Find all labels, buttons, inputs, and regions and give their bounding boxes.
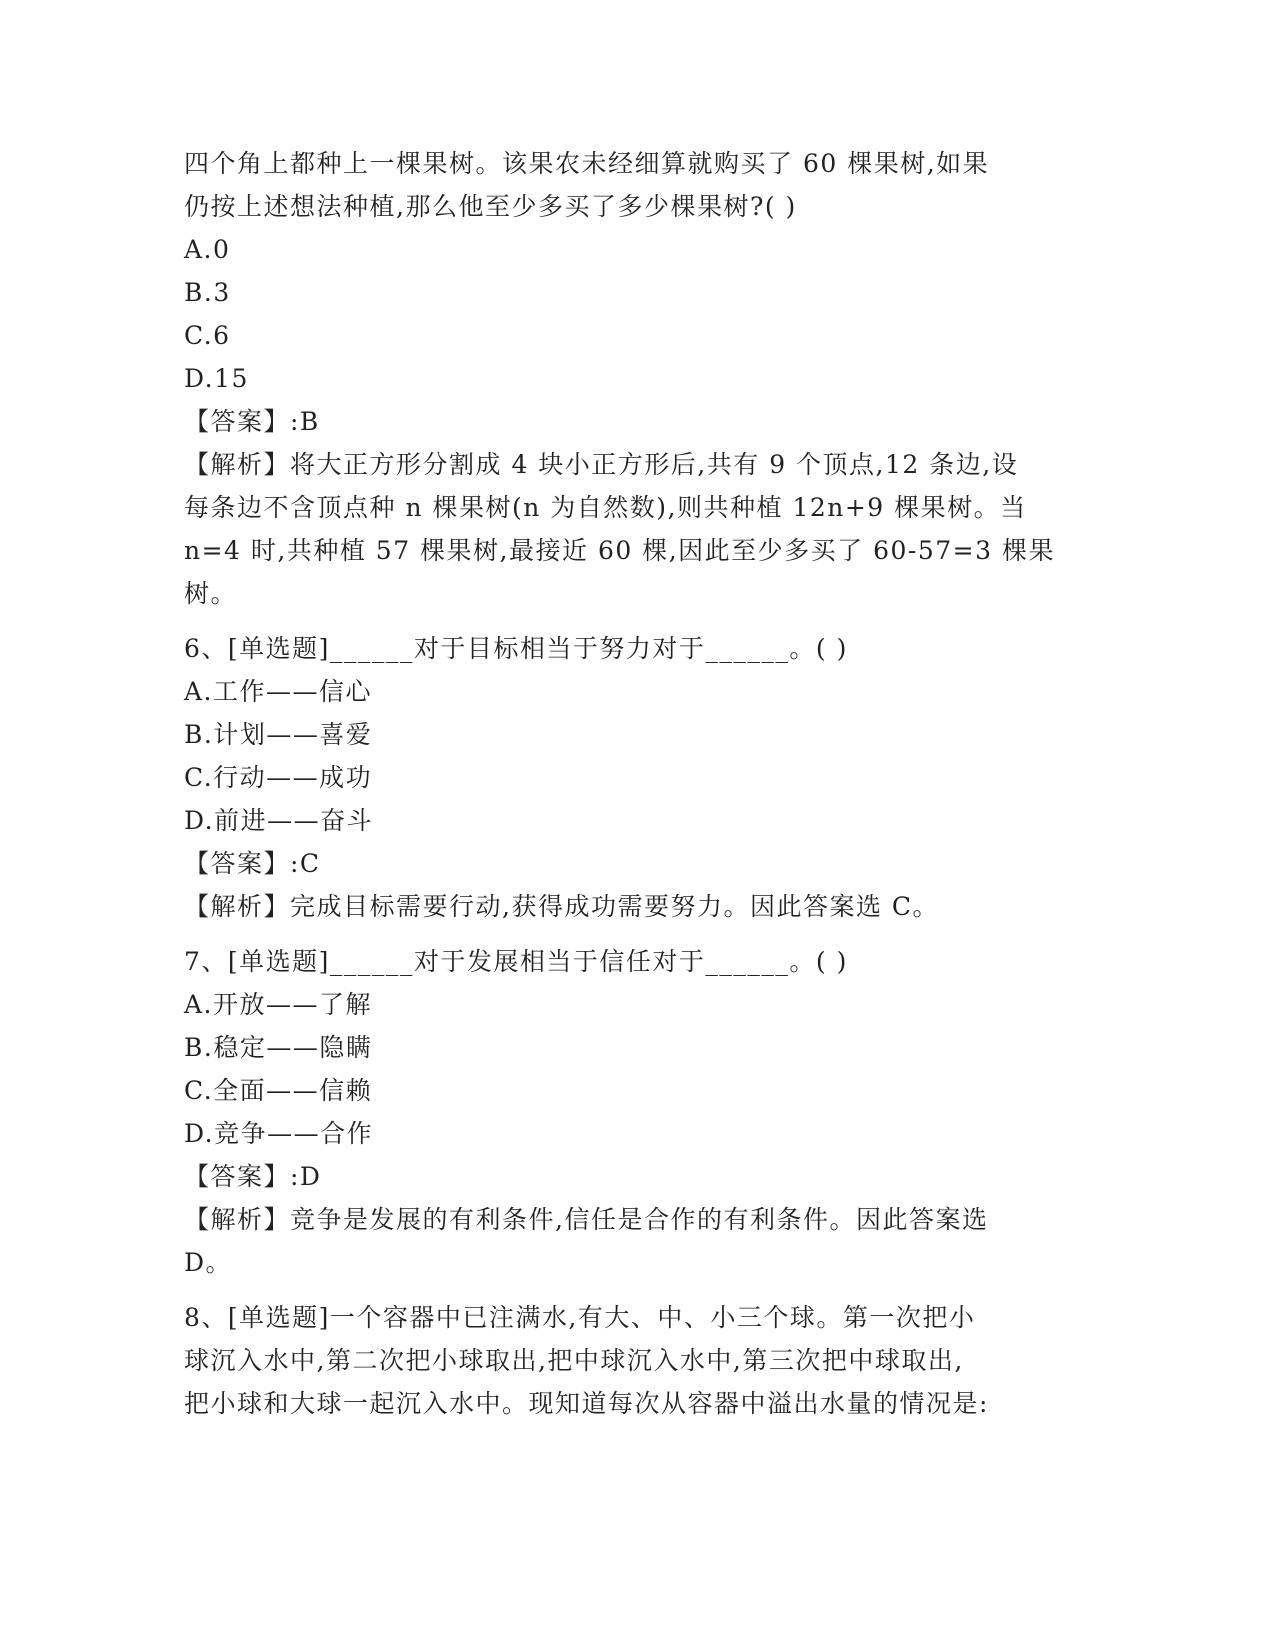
question-stem-line: 7、[单选题]______对于发展相当于信任对于______。( ) bbox=[184, 947, 848, 976]
question-stem-line: 仍按上述想法种植,那么他至少多买了多少棵果树?( ) bbox=[184, 192, 797, 221]
option-a: A.开放——了解 bbox=[184, 990, 373, 1019]
answer-line: 【答案】:D bbox=[184, 1162, 322, 1191]
option-a: A.工作——信心 bbox=[184, 677, 373, 706]
question-stem-line: 四个角上都种上一棵果树。该果农未经细算就购买了 60 棵果树,如果 bbox=[184, 149, 990, 178]
option-d: D.15 bbox=[184, 364, 249, 393]
analysis-line: 【解析】完成目标需要行动,获得成功需要努力。因此答案选 C。 bbox=[184, 892, 940, 921]
analysis-line: 树。 bbox=[184, 579, 238, 608]
option-c: C.行动——成功 bbox=[184, 763, 373, 792]
question-7 bbox=[184, 940, 1084, 1284]
analysis-line: D。 bbox=[184, 1248, 233, 1277]
analysis-line: 【解析】将大正方形分割成 4 块小正方形后,共有 9 个顶点,12 条边,设 bbox=[184, 450, 1019, 479]
option-d: D.前进——奋斗 bbox=[184, 806, 374, 835]
analysis-line: 【解析】竞争是发展的有利条件,信任是合作的有利条件。因此答案选 bbox=[184, 1205, 989, 1234]
answer-line: 【答案】:B bbox=[184, 407, 320, 436]
option-b: B.计划——喜爱 bbox=[184, 720, 373, 749]
question-6 bbox=[184, 627, 1084, 928]
question-5 bbox=[184, 142, 1084, 615]
option-a: A.0 bbox=[184, 235, 231, 264]
question-stem-line: 球沉入水中,第二次把小球取出,把中球沉入水中,第三次把中球取出, bbox=[184, 1346, 964, 1375]
analysis-line: n=4 时,共种植 57 棵果树,最接近 60 棵,因此至少多买了 60-57=3 棵果 bbox=[184, 536, 1055, 565]
question-8 bbox=[184, 1296, 1084, 1425]
question-stem-line: 8、[单选题]一个容器中已注满水,有大、中、小三个球。第一次把小 bbox=[184, 1303, 976, 1332]
question-stem-line: 6、[单选题]______对于目标相当于努力对于______。( ) bbox=[184, 634, 848, 663]
question-stem-line: 把小球和大球一起沉入水中。现知道每次从容器中溢出水量的情况是: bbox=[184, 1389, 989, 1418]
option-d: D.竞争——合作 bbox=[184, 1119, 374, 1148]
document-page bbox=[184, 142, 1084, 1425]
answer-line: 【答案】:C bbox=[184, 849, 321, 878]
option-c: C.6 bbox=[184, 321, 231, 350]
option-b: B.3 bbox=[184, 278, 231, 307]
option-c: C.全面——信赖 bbox=[184, 1076, 373, 1105]
analysis-line: 每条边不含顶点种 n 棵果树(n 为自然数),则共种植 12n+9 棵果树。当 bbox=[184, 493, 1027, 522]
option-b: B.稳定——隐瞒 bbox=[184, 1033, 373, 1062]
